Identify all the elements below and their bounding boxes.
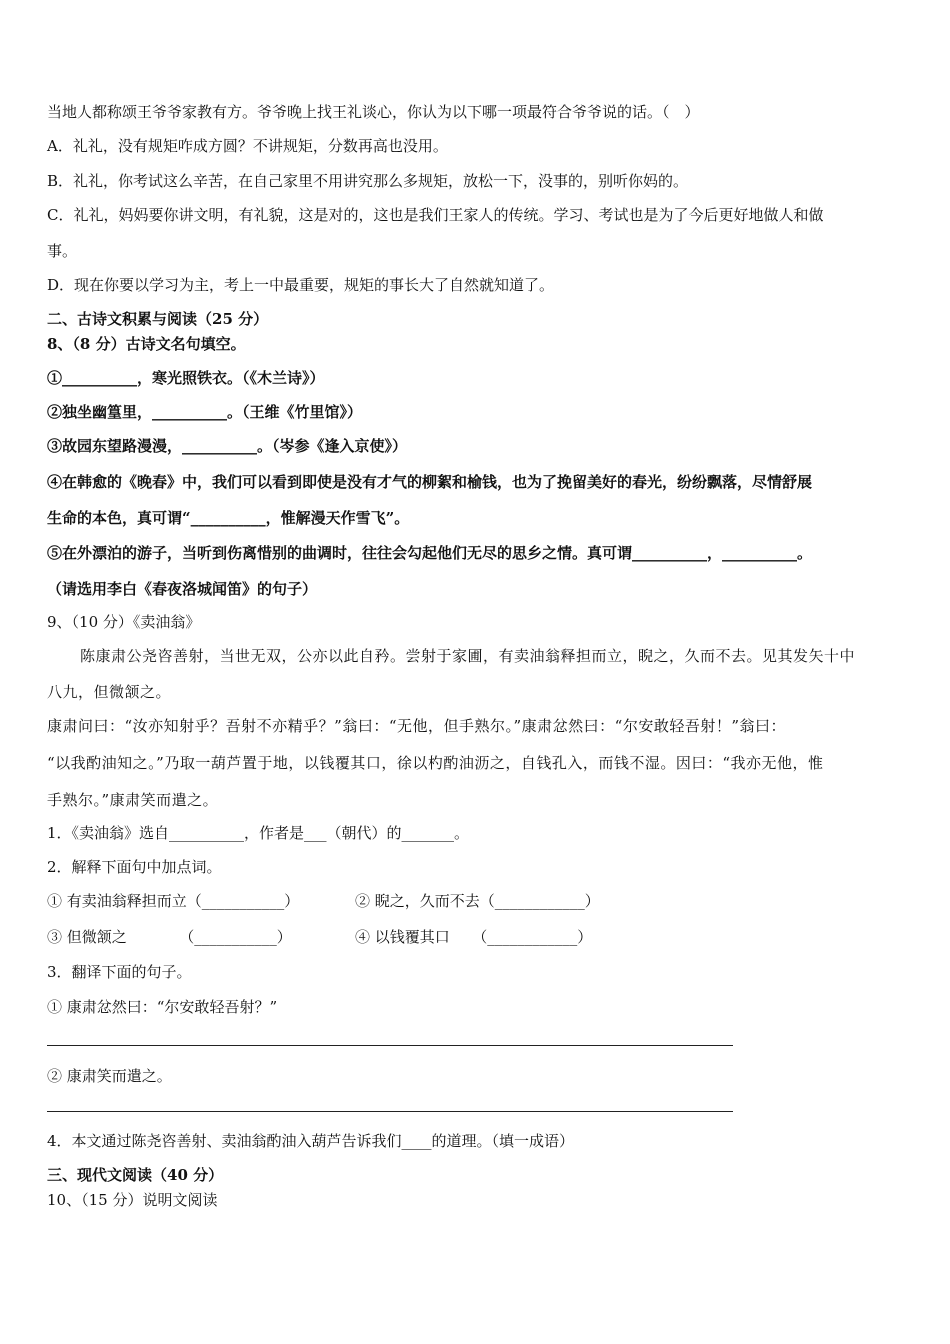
q8-item-5-line1: ⑤在外漂泊的游子，当听到伤离惜别的曲调时，往往会勾起他们无尽的思乡之情。真可谓__________，__________。 (47, 544, 813, 562)
q9-sub3: 3．翻译下面的句子。 (47, 963, 192, 981)
q9-passage-p1-line1: 陈康肃公尧咨善射，当世无双，公亦以此自矜。尝射于家圃，有卖油翁释担而立，睨之，久而不去。见其发矢十中 (80, 647, 856, 665)
section2-title: 二、古诗文积累与阅读（25 分） (47, 310, 269, 328)
q9-sub3-item2: ② 康肃笑而遣之。 (47, 1067, 172, 1085)
q7-option-d: D．现在你要以学习为主，考上一中最重要，规矩的事长大了自然就知道了。 (47, 276, 555, 294)
q9-sub2-item2: ② 睨之，久而不去（____________） (355, 892, 600, 910)
q9-sub2-item3: ③ 但微颔之 （___________） (47, 928, 292, 946)
q8-heading (47, 334, 246, 354)
answer-line-1 (47, 1045, 733, 1046)
q9-sub2-item4: ④ 以钱覆其口 （____________） (355, 928, 593, 946)
q8-item-5-line2: （请选用李白《春夜洛城闻笛》的句子） (47, 580, 318, 598)
q8-item-1: ①__________，寒光照铁衣。（《木兰诗》） (47, 369, 325, 387)
q9-sub2-item1: ① 有卖油翁释担而立（___________） (47, 892, 300, 910)
q7-option-c-line1: C．礼礼，妈妈要你讲文明，有礼貌，这是对的，这也是我们王家人的传统。学习、考试也是为了今后更好地做人和做 (47, 206, 824, 224)
q7-option-a: A．礼礼，没有规矩咋成方圆？不讲规矩，分数再高也没用。 (47, 137, 448, 155)
q9-sub2: 2．解释下面句中加点词。 (47, 858, 222, 876)
q9-passage-p2-line2: “以我酌油知之。”乃取一葫芦置于地，以钱覆其口，徐以杓酌油沥之，自钱孔入，而钱不湿。因曰：“我亦无他，惟 (47, 754, 824, 772)
q8-item-3: ③故园东望路漫漫，__________。（岑参《逢入京使》） (47, 437, 408, 455)
q10-heading: 10、（15 分）说明文阅读 (47, 1191, 218, 1209)
q9-sub4: 4．本文通过陈尧咨善射、卖油翁酌油入葫芦告诉我们____的道理。（填一成语） (47, 1132, 575, 1150)
q9-passage-p2-line3: 手熟尔。”康肃笑而遣之。 (47, 791, 219, 809)
q7-option-b: B．礼礼，你考试这么辛苦，在自己家里不用讲究那么多规矩，放松一下，没事的，别听你妈的。 (47, 172, 689, 190)
q9-sub1: 1．《卖油翁》选自__________，作者是___（朝代）的_______。 (47, 824, 470, 842)
q8-item-4-line2: 生命的本色，真可谓“__________，惟解漫天作雪飞”。 (47, 509, 410, 527)
section3-title: 三、现代文阅读（40 分） (47, 1166, 224, 1184)
q9-heading: 9、（10 分）《卖油翁》 (47, 613, 201, 631)
q8-item-2: ②独坐幽篁里，__________。（王维《竹里馆》） (47, 403, 363, 421)
answer-line-2 (47, 1111, 733, 1112)
q9-passage-p2-line1: 康肃问曰：“汝亦知射乎？吾射不亦精乎？”翁曰：“无他，但手熟尔。”康肃忿然曰：“尔安敢轻吾射！”翁曰： (47, 717, 787, 735)
q9-passage-p1-line2: 八九，但微颔之。 (47, 683, 172, 701)
q8-heading-text: 8、（8 分）古诗文名句填空。 (47, 335, 246, 353)
q9-sub3-item1: ① 康肃忿然曰：“尔安敢轻吾射？” (47, 998, 278, 1016)
q7-option-c-line2: 事。 (47, 242, 78, 260)
q8-item-4-line1: ④在韩愈的《晚春》中，我们可以看到即使是没有才气的柳絮和榆钱，也为了挽留美好的春光，纷纷飘落，尽情舒展 (47, 473, 813, 491)
q7-stem: 当地人都称颂王爷爷家教有方。爷爷晚上找王礼谈心，你认为以下哪一项最符合爷爷说的话。（ ） (47, 103, 700, 121)
